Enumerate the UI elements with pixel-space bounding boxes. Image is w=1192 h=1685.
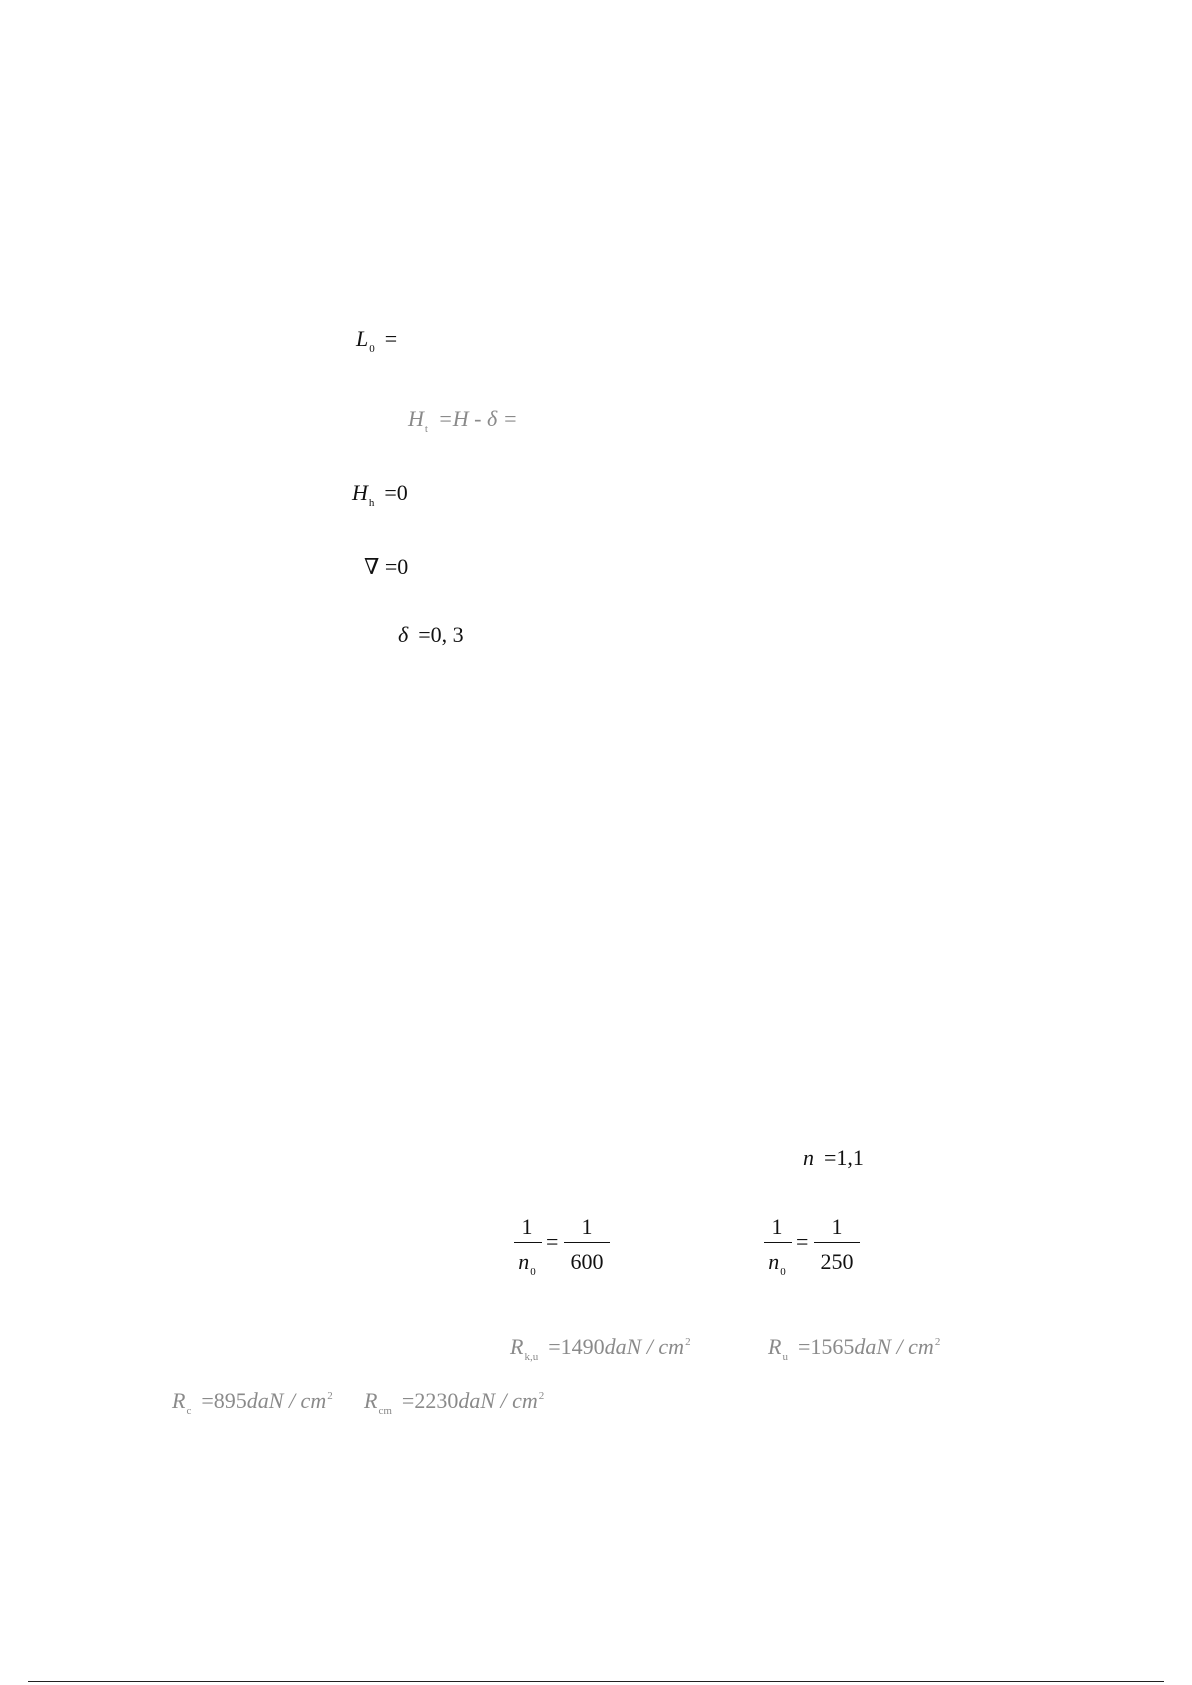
unit: daN / cm (246, 1388, 327, 1413)
exponent: 2 (685, 1336, 691, 1348)
symbol: R (172, 1388, 186, 1413)
equation-nabla (364, 556, 408, 578)
symbol: H (352, 480, 368, 505)
value: =1490 (548, 1334, 605, 1359)
symbol: R (510, 1334, 524, 1359)
equation-ht (408, 406, 518, 435)
right-fraction-bar (564, 1242, 610, 1243)
left-numerator: 1 (521, 1214, 533, 1239)
value: =895 (201, 1388, 247, 1413)
strength-ru (768, 1334, 941, 1363)
subscript: k,u (524, 1351, 539, 1363)
equals-sign: = (546, 1229, 559, 1254)
equation-l0 (356, 326, 398, 355)
symbol: R (364, 1388, 378, 1413)
expression: =H - δ = (437, 406, 518, 431)
footer-rule (28, 1681, 1164, 1682)
symbol: L (356, 326, 369, 351)
equation-n (803, 1147, 864, 1169)
fraction-deflection-600 (512, 1216, 612, 1276)
symbol: n (803, 1145, 814, 1170)
symbol: R (768, 1334, 782, 1359)
unit: daN / cm (604, 1334, 685, 1359)
left-fraction-bar (764, 1242, 792, 1243)
equals-sign: = (796, 1229, 809, 1254)
fraction-deflection-250 (762, 1216, 862, 1276)
unit: daN / cm (458, 1388, 538, 1413)
right-fraction-bar (814, 1242, 860, 1243)
subscript: u (782, 1351, 788, 1363)
left-denominator: $n_0$ (518, 1249, 536, 1278)
strength-rcm (364, 1388, 545, 1417)
right-numerator: 1 (581, 1214, 593, 1239)
subscript: cm (378, 1405, 392, 1417)
subscript: h (368, 497, 375, 509)
subscript: c (186, 1405, 192, 1417)
value: =2230 (401, 1388, 459, 1413)
expression: ∇ =0 (364, 554, 409, 579)
left-numerator: 1 (771, 1214, 783, 1239)
right-denominator: 600 (570, 1249, 604, 1274)
exponent: 2 (538, 1390, 545, 1402)
expression: =0 (384, 480, 408, 505)
subscript: t (424, 423, 428, 435)
strength-rku (510, 1334, 691, 1363)
left-fraction-bar (514, 1242, 542, 1243)
strength-rc (172, 1388, 333, 1417)
right-numerator: 1 (831, 1214, 843, 1239)
exponent: 2 (327, 1390, 333, 1402)
expression: =0, 3 (418, 622, 464, 647)
operator: = (384, 326, 398, 351)
unit: daN / cm (854, 1334, 934, 1359)
right-denominator: 250 (820, 1249, 854, 1274)
subscript: 0 (369, 343, 375, 355)
left-denominator: $n_0$ (768, 1249, 786, 1278)
equation-hh (352, 480, 408, 509)
equation-delta (398, 624, 464, 646)
value: =1565 (797, 1334, 855, 1359)
symbol: δ (398, 622, 409, 647)
exponent: 2 (934, 1336, 941, 1348)
expression: =1,1 (824, 1145, 864, 1170)
symbol: H (408, 406, 424, 431)
